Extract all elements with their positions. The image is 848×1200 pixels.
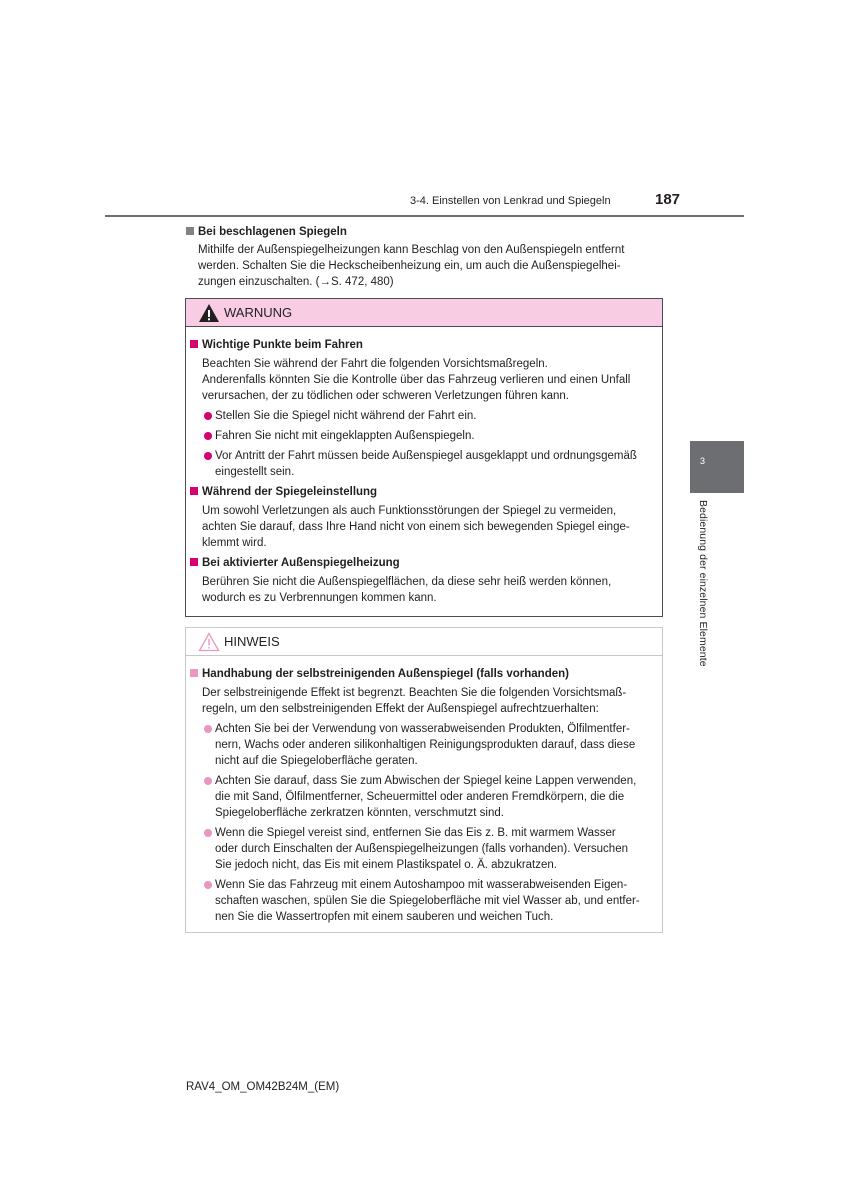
hint-paragraph: Der selbstreinigende Effekt ist begrenzt. Beachten Sie die folgenden Vorsichtsmaß- regeln, um den selbstreinigenden Effekt der Außenspiegel aufrechtzuerhalten: [202, 687, 627, 715]
square-bullet-icon [190, 669, 198, 677]
warning-paragraph-1: Beachten Sie während der Fahrt die folgenden Vorsichtsmaßregeln. Anderenfalls könnten Sie die Kontrolle über das Fahrzeug verlieren und einen Unfall verursachen, der zu tödlichen oder schweren Verletzungen führen kann. [202, 358, 631, 402]
bullet-dot-icon [204, 881, 212, 889]
hint-heading: Handhabung der selbstreinigenden Außenspiegel (falls vorhanden) [190, 666, 654, 682]
square-bullet-icon [190, 558, 198, 566]
hint-title: HINWEIS [224, 634, 280, 649]
warning-box [185, 298, 663, 617]
caution-triangle-icon [198, 632, 220, 652]
section-title: 3-4. Einstellen von Lenkrad und Spiegeln [410, 195, 611, 207]
list-item: Fahren Sie nicht mit eingeklappten Außenspiegeln. [202, 428, 654, 444]
header-divider [105, 215, 744, 217]
warning-heading-3: Bei aktivierter Außenspiegelheizung [190, 555, 654, 571]
list-item: Vor Antritt der Fahrt müssen beide Außenspiegel ausgeklappt und ordnungsgemäß eingestellt sein. [202, 448, 654, 480]
bullet-dot-icon [204, 829, 212, 837]
warning-title: WARNUNG [224, 305, 293, 320]
chapter-label: Bedienung der einzelnen Elemente [697, 500, 709, 667]
list-item: Wenn Sie das Fahrzeug mit einem Autoshampoo mit wasserabweisenden Eigen- schaften waschen, spülen Sie die Spiegeloberfläche mit viel Wasser ab, und entfer- nen Sie die Wassertropfen mit einem sauberen und weichen Tuch. [202, 877, 654, 925]
square-bullet-icon [186, 227, 194, 235]
document-code: RAV4_OM_OM42B24M_(EM) [186, 1081, 340, 1093]
square-bullet-icon [190, 487, 198, 495]
bullet-dot-icon [204, 452, 212, 460]
list-item: Achten Sie darauf, dass Sie zum Abwischen der Spiegel keine Lappen verwenden, die mit Sand, Ölfilmentferner, Scheuermittel oder anderen Fremdkörpern, die die Spiegeloberfläche zerkratzen könnten, verschmutzt sind. [202, 773, 654, 821]
bullet-dot-icon [204, 432, 212, 440]
bullet-dot-icon [204, 725, 212, 733]
bullet-dot-icon [204, 777, 212, 785]
hint-box [185, 627, 663, 933]
list-item: Wenn die Spiegel vereist sind, entfernen Sie das Eis z. B. mit warmem Wasser oder durch Einschalten der Außenspiegelheizungen (falls vorhanden). Versuchen Sie jedoch nicht, das Eis mit einem Plastikspatel o. Ä. abzukratzen. [202, 825, 654, 873]
warning-heading-2: Während der Spiegeleinstellung [190, 484, 654, 500]
warning-paragraph-3: Berühren Sie nicht die Außenspiegelflächen, da diese sehr heiß werden können, wodurch es zu Verbrennungen kommen kann. [202, 576, 612, 604]
intro-heading: Bei beschlagenen Spiegeln [186, 224, 347, 240]
warning-heading-1: Wichtige Punkte beim Fahren [190, 337, 654, 353]
list-item: Achten Sie bei der Verwendung von wasserabweisenden Produkten, Ölfilmentfer- nern, Wachs oder anderen silikonhaltigen Reinigungsprodukten darauf, dass diese nicht auf die Spiegeloberfläche geraten. [202, 721, 654, 769]
hint-header [186, 628, 662, 656]
warning-triangle-icon [198, 303, 220, 323]
list-item: Stellen Sie die Spiegel nicht während der Fahrt ein. [202, 408, 654, 424]
page-number: 187 [655, 191, 681, 208]
square-bullet-icon [190, 340, 198, 348]
warning-paragraph-2: Um sowohl Verletzungen als auch Funktionsstörungen der Spiegel zu vermeiden, achten Sie darauf, dass Ihre Hand nicht von einem sich bewegenden Spiegel einge- klemmt wird. [202, 505, 630, 549]
chapter-tab [690, 441, 744, 493]
bullet-dot-icon [204, 412, 212, 420]
warning-header [186, 299, 662, 327]
chapter-number: 3 [700, 456, 706, 466]
intro-paragraph: Mithilfe der Außenspiegelheizungen kann Beschlag von den Außenspiegeln entfernt werden. Schalten Sie die Heckscheibenheizung ein, um auch die Außenspiegelhei- zungen einzuschalten. (→S. 472, 480) [198, 244, 625, 288]
